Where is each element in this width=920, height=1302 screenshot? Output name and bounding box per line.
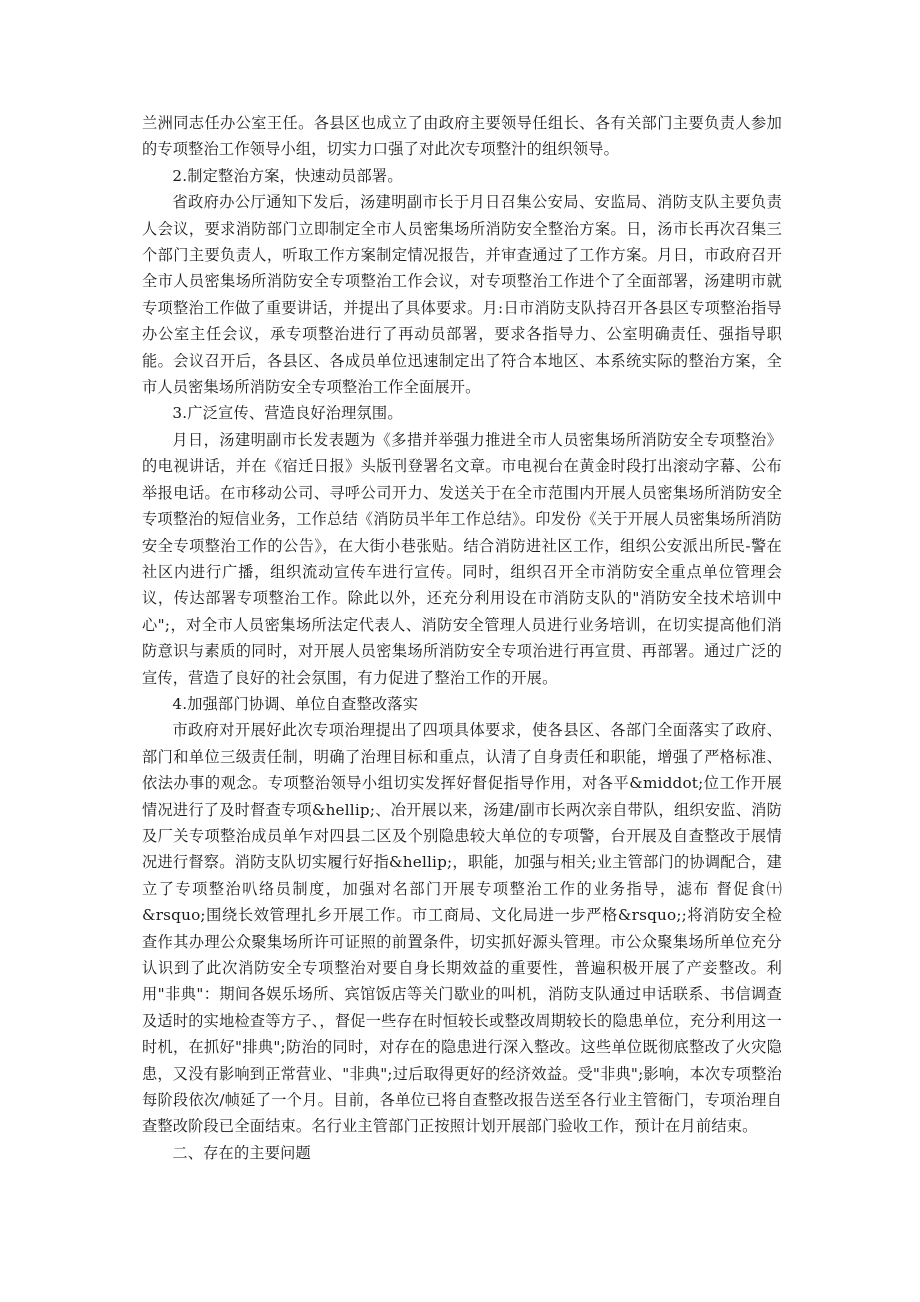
document-body [142,110,782,1166]
paragraph-publicity: 月日，汤建明副市长发表题为《多措并举强力推进全市人员密集场所消防安全专项整治》的电视讲话，并在《宿迁日报》头版刊登署名文章。市电视台在黄金时段打出滚动字幕、公布举报电话。在市移动公司、寻呼公司开力、发送关于在全市范围内开展人员密集场所消防安全专项整治的短信业务，工作总结《消防员半年工作总结》。印发份《关于开展人员密集场所消防安全专项整治工作的公告》，在大街小巷张贴。结合消防进社区工作，组织公安派出所民-警在社区内进行广播，组织流动宣传车进行宣传。同时，组织召开全市消防安全重点单位管理会议，传达部署专项整治工作。除此以外，还充分利用设在市消防支队的"消防安全技术培训中心";，对全市人员密集场所法定代表人、消防安全管理人员进行业务培训，在切实提高他们消防意识与素质的同时，对开展人员密集场所消防安全专项治进行再宣贯、再部署。通过广泛的宣传，营造了良好的社会氛围，有力促进了整治工作的开展。 [142,430,782,687]
section-heading-problems: 二、存在的主要问题 [172,1143,311,1162]
paragraph-intro: 兰洲同志任办公室王任。各县区也成立了由政府主要领导任组长、各有关部门主要负责人参加的专项整治工作领导小组，切实力口强了对此次专项整汁的组织领导。 [142,114,782,159]
section-heading-4: 4.加强部门协调、单位自查整改落实 [172,694,419,713]
section-heading-2: 2.制定整治方案，快速动员部署。 [172,166,403,185]
section-heading-3: 3.广泛宣传、营造良好治理氛围。 [172,404,403,423]
paragraph-plan: 省政府办公厅通知下发后，汤建明副市长于月日召集公安局、安监局、消防支队主要负责人会议，要求消防部门立即制定全市人员密集场所消防安全整治方案。日，汤市长再次召集三个部门主要负责人，听取工作方案制定情况报告，并审查通过了工作方案。月日，市政府召开全市人员密集场所消防安全专项整治工作会议，对专项整治工作进个了全面部署，汤建明市就专项整治工作做了重要讲话，并提出了具体要求。月:日市消防支队持召开各县区专项整治指导办公室主任会议，承专项整治进行了再动员部署，要求各指导力、公室明确责任、强指导职能。会议召开后，各县区、各成员单位迅速制定出了符合本地区、本系统实际的整治方案，全市人员密集场所消防安全专项整治工作全面展开。 [142,193,782,397]
paragraph-coordination: 市政府对开展好此次专项治理提出了四项具体要求，使各县区、各部门全面落实了政府、部门和单位三级责任制，明确了治理目标和重点，认清了自身责任和职能，增强了严格标准、依法办事的观念。专项整治领导小组切实发挥好督促指导作用，对各平&middot;位工作开展情况进行了及时督查专项&hellip;、冶开展以来，汤建/副市长两次亲自带队，组织安监、消防及厂关专项整治成员单乍对四县二区及个别隐患较大单位的专项警，台开展及自查整改于展情况进行督察。消防支队切实履行好指&hellip;，职能，加强与相关;业主管部门的协调配合，建立了专项整治叭络员制度，加强对名部门开展专项整治工作的业务指导，滤布 督促食㈩&rsquo;围绕长效管理扎乡开展工作。市工商局、文化局进一步严格&rsquo;;将消防安全检查作其办理公众聚集场所许可证照的前置条件，切实抓好源头管理。市公众聚集场所单位充分认识到了此次消防安全专项整治对要自身长期效益的重要性，普遍积极开展了产妾整改。利用"非典"：期间各娱乐场所、宾馆饭店等关门歇业的叫机，消防支队通过申话联系、书信调查及适时的实地检查等方子、，督促一些存在时恒较长或整改周期较长的隐患单位，充分利用这一时机，在抓好"排典";防治的同时，对存在的隐患进行深入整改。这些单位既彻底整改了火灾隐患，又没有影响到正常营业、"非典";过后取得更好的经济效益。受"非典";影响，本次专项整治每阶段依次/帧延了一个月。目前，各单位已将自查整改报告送至各行业主管衙门，专项治理自查整改阶段已全面结束。名行业主管部门正按照计划开展部门验收工作，预计在月前结束。 [142,721,782,1136]
